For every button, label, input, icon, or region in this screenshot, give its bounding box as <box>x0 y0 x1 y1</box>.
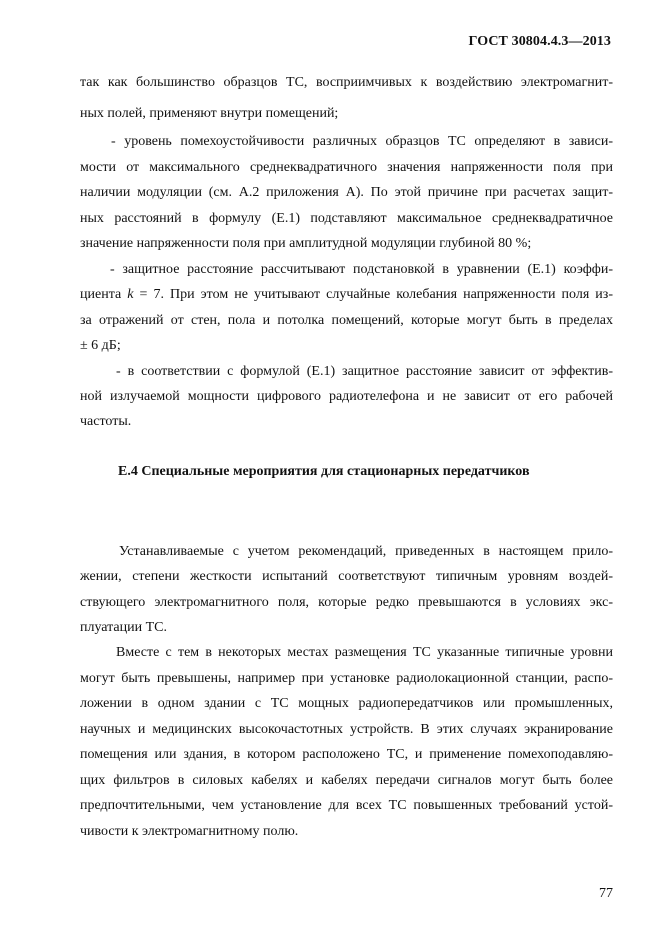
text-line: ных полей, применяют внутри помещений; <box>80 106 339 121</box>
text-line: помещения или здания, в котором расположено ТС, и применение помехоподавляю- <box>80 747 613 762</box>
text-line: Устанавливаемые с учетом рекомендаций, приведенных в настоящем прило- <box>119 544 613 559</box>
text-line: ложении в одном здании с ТС мощных радиопередатчиков или промышленных, <box>80 696 613 711</box>
text-line: ± 6 дБ; <box>80 338 121 353</box>
text-line: мости от максимального среднеквадратичного значения напряженности поля при <box>80 160 613 175</box>
text-line: частоты. <box>80 414 132 429</box>
text-line: могут быть превышены, например при установке радиолокационной станции, распо- <box>80 671 613 686</box>
standard-header: ГОСТ 30804.4.3—2013 <box>468 34 611 49</box>
text-line: за отражений от стен, пола и потолка помещений, которые могут быть в пределах <box>80 313 613 328</box>
text-line: - уровень помехоустойчивости различных образцов ТС определяют в зависи- <box>111 134 613 149</box>
section-heading: Е.4 Специальные мероприятия для стационарных передатчиков <box>118 464 530 479</box>
text-line: - защитное расстояние рассчитывают подстановкой в уравнении (Е.1) коэффи- <box>110 262 613 277</box>
text-line: ных расстояний в формулу (Е.1) подставляют максимальное среднеквадратичное <box>80 211 613 226</box>
page-number: 77 <box>599 886 613 901</box>
text-line: плуатации ТС. <box>80 620 168 635</box>
text-line: ной излучаемой мощности цифрового радиотелефона и не зависит от его рабочей <box>80 389 613 404</box>
text-line: наличии модуляции (см. А.2 приложения А). По этой причине при расчетах защит- <box>80 185 613 200</box>
text-line: щих фильтров в силовых кабелях и кабелях передачи сигналов могут быть более <box>80 773 613 788</box>
text-line: так как большинство образцов ТС, восприимчивых к воздействию электромагнит- <box>80 75 613 90</box>
text-line: значение напряженности поля при амплитудной модуляции глубиной 80 %; <box>80 236 532 251</box>
text-line: - в соответствии с формулой (Е.1) защитное расстояние зависит от эффектив- <box>116 364 613 379</box>
text-line: ствующего электромагнитного поля, которые редко превышаются в условиях экс- <box>80 595 613 610</box>
text-line: научных и медицинских высокочастотных устройств. В этих случаях экранирование <box>80 722 613 737</box>
text-line: циента k = 7. При этом не учитывают случайные колебания напряженности поля из- <box>80 287 613 302</box>
text-line: чивости к электромагнитному полю. <box>80 824 299 839</box>
text-line: предпочтительными, чем установление для всех ТС повышенных требований устой- <box>80 798 613 813</box>
text-line: жении, степени жесткости испытаний соответствуют типичным уровням воздей- <box>80 569 613 584</box>
text-line: Вместе с тем в некоторых местах размещения ТС указанные типичные уровни <box>116 645 613 660</box>
